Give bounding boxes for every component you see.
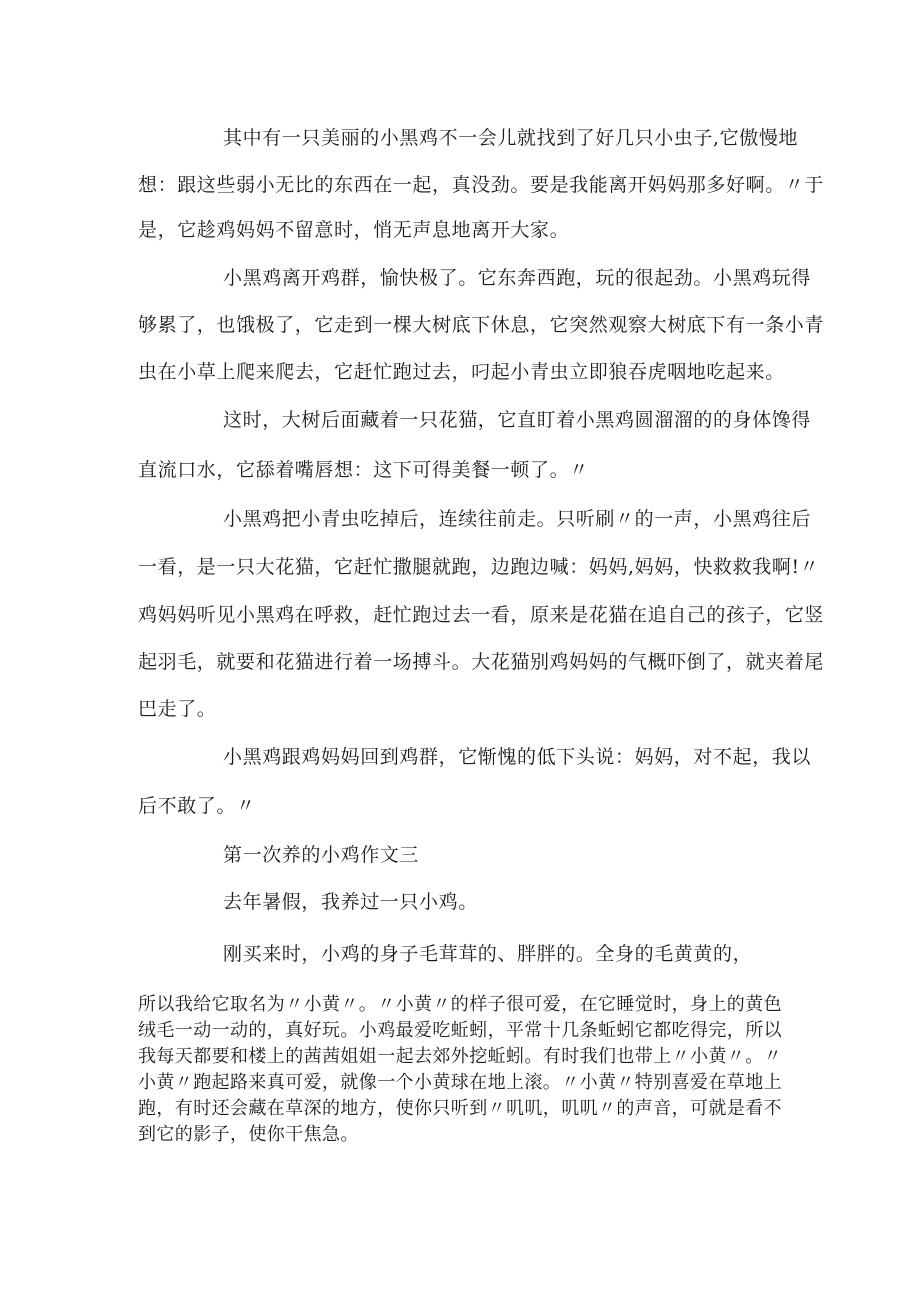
text-line: 鸡妈妈听见小黑鸡在呼救，赶忙跑过去一看，原来是花猫在追自己的孩子，它竖: [138, 604, 825, 626]
text-line: 想：跟这些弱小无比的东西在一起，真没劲。要是我能离开妈妈那多好啊。〃于: [138, 174, 825, 196]
text-line: 这时，大树后面藏着一只花猫，它直盯着小黑鸡圆溜溜的的身体馋得: [223, 409, 812, 431]
text-line: 够累了，也饿极了，它走到一棵大树底下休息，它突然观察大树底下有一条小青: [138, 314, 825, 336]
text-line: 跑，有时还会藏在草深的地方，使你只听到〃叽叽，叽叽〃的声音，可就是看不: [138, 1098, 782, 1119]
text-line: 是，它趁鸡妈妈不留意时，悄无声息地离开大家。: [138, 219, 570, 241]
text-line: 起羽毛，就要和花猫进行着一场搏斗。大花猫别鸡妈妈的气概吓倒了，就夹着尾: [138, 651, 825, 673]
text-line: 小黄〃跑起路来真可爱，就像一个小黄球在地上滚。〃小黄〃特别喜爱在草地上: [138, 1072, 782, 1093]
text-line: 后不敢了。〃: [138, 795, 256, 817]
text-line: 小黑鸡跟鸡妈妈回到鸡群，它惭愧的低下头说：妈妈，对不起，我以: [223, 746, 812, 768]
text-line: 巴走了。: [138, 698, 217, 720]
text-line: 刚买来时，小鸡的身子毛茸茸的、胖胖的。全身的毛黄黄的，: [223, 943, 753, 965]
text-line: 到它的影子，使你干焦急。: [138, 1124, 359, 1145]
text-line: 我每天都要和楼上的茜茜姐姐一起去郊外挖蚯蚓。有时我们也带上〃小黄〃。〃: [138, 1046, 782, 1067]
text-line: 虫在小草上爬来爬去，它赶忙跑过去，叼起小青虫立即狼吞虎咽地吃起来。: [138, 361, 785, 383]
text-line: 所以我给它取名为〃小黄〃。〃小黄〃的样子很可爱，在它睡觉时，身上的黄色: [138, 994, 782, 1015]
text-line: 一看，是一只大花猫，它赶忙撒腿就跑，边跑边喊：妈妈,妈妈，快救救我啊!〃: [138, 556, 820, 578]
section-heading: 第一次养的小鸡作文三: [223, 844, 420, 866]
text-line: 其中有一只美丽的小黑鸡不一会儿就找到了好几只小虫子,它傲慢地: [223, 127, 799, 149]
text-line: 去年暑假，我养过一只小鸡。: [223, 891, 478, 913]
text-line: 小黑鸡把小青虫吃掉后，连续往前走。只听刷〃的一声，小黑鸡往后: [223, 508, 812, 530]
text-line: 直流口水，它舔着嘴唇想：这下可得美餐一顿了。〃: [138, 459, 589, 481]
text-line: 绒毛一动一动的，真好玩。小鸡最爱吃蚯蚓，平常十几条蚯蚓它都吃得完，所以: [138, 1020, 782, 1041]
text-line: 小黑鸡离开鸡群，愉快极了。它东奔西跑，玩的很起劲。小黑鸡玩得: [223, 267, 812, 289]
